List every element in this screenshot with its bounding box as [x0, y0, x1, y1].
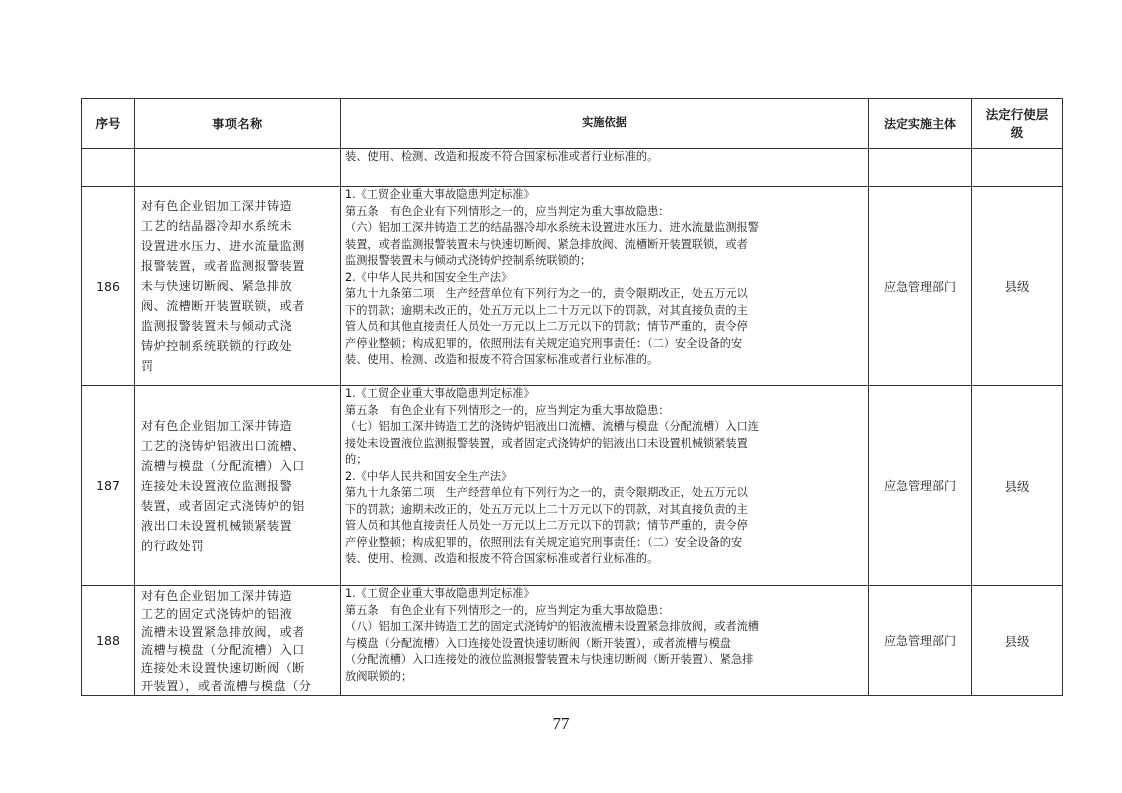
- basis-line: 第五条 有色企业有下列情形之一的，应当判定为重大事故隐患：: [345, 603, 670, 617]
- name-line: 铸炉控制系统联锁的行政处: [141, 339, 293, 353]
- basis-line: 管人员和其他直接责任人员处一万元以上二万元以下的罚款；情节严重的，责令停: [345, 320, 748, 333]
- cell-basis: [341, 586, 869, 696]
- name-line: 监测报警装置未与倾动式浇: [141, 319, 293, 333]
- cell-subject-empty: [869, 149, 972, 187]
- name-line: 流槽与模盘（分配流槽）入口: [141, 458, 305, 473]
- table-row-continuation: [82, 149, 1063, 187]
- basis-line: （分配流槽）入口连接处的液位监测报警装置未与快速切断阀（断开装置）、紧急排: [345, 653, 754, 666]
- header-level: [972, 99, 1063, 149]
- basis-line: 2.《中华人民共和国安全生产法》: [345, 469, 513, 483]
- basis-line: 装、使用、检测、改造和报废不符合国家标准或者行业标准的。: [345, 353, 659, 366]
- cell-level: 县级: [972, 586, 1063, 696]
- name-line: 装置，或者固定式浇铸炉的铝: [141, 498, 305, 513]
- name-line: 的行政处罚: [141, 538, 205, 553]
- table-header-row: [82, 99, 1063, 149]
- basis-line: 装、使用、检测、改造和报废不符合国家标准或者行业标准的。: [345, 150, 659, 163]
- header-level-line1: 法定行使层: [985, 106, 1049, 122]
- basis-line: 放阀联锁的；: [345, 669, 413, 683]
- basis-line: 2.《中华人民共和国安全生产法》: [345, 270, 513, 284]
- header-basis: 实施依据: [341, 99, 869, 149]
- cell-name-empty: [135, 149, 341, 187]
- basis-line: 接处未设置液位监测报警装置，或者固定式浇铸炉的铝液出口未设置机械锁紧装置: [345, 436, 748, 450]
- cell-item-name: [135, 586, 341, 696]
- name-line: 流槽未设置紧急排放阀，或者: [141, 624, 305, 639]
- name-line: 报警装置，或者监测报警装置: [141, 259, 305, 273]
- name-line: 工艺的浇铸炉铝液出口流槽、: [141, 438, 305, 453]
- name-line: 连接处未设置快速切断阀（断: [141, 660, 305, 675]
- name-line: 开装置），或者流槽与模盘（分: [141, 678, 312, 693]
- basis-line: 第九十九条第二项 生产经营单位有下列行为之一的，责令限期改正，处五万元以: [345, 287, 748, 300]
- basis-line: 产停业整顿；构成犯罪的，依照刑法有关规定追究刑事责任：（二）安全设备的安: [345, 336, 743, 350]
- basis-line: 第五条 有色企业有下列情形之一的，应当判定为重大事故隐患：: [345, 204, 670, 218]
- basis-line: 1.《工贸企业重大事故隐患判定标准》: [345, 387, 535, 400]
- name-line: 对有色企业铝加工深井铸造: [141, 199, 293, 213]
- header-item-name: 事项名称: [135, 99, 341, 149]
- basis-line: 下的罚款；逾期未改正的，处五万元以上二十万元以下的罚款，对其直接负责的主: [345, 303, 748, 317]
- basis-line: 1.《工贸企业重大事故隐患判定标准》: [345, 587, 535, 600]
- table-row: [82, 187, 1063, 386]
- cell-level: 县级: [972, 386, 1063, 586]
- basis-line: 与模盘（分配流槽）入口连接处设置快速切断阀（断开装置），或者流槽与模盘: [345, 636, 731, 650]
- cell-seq: 188: [82, 586, 135, 696]
- name-line: 流槽与模盘（分配流槽）入口: [141, 642, 305, 657]
- name-line: 工艺的结晶器冷却水系统未: [141, 219, 293, 233]
- basis-line: （六）铝加工深井铸造工艺的结晶器冷却水系统未设置进水压力、进水流量监测报警: [345, 221, 759, 234]
- name-line: 未与快速切断阀、紧急排放: [141, 279, 293, 293]
- table-row: [82, 386, 1063, 586]
- cell-seq: 186: [82, 187, 135, 386]
- cell-basis: [341, 187, 869, 386]
- cell-subject: 应急管理部门: [869, 386, 972, 586]
- cell-item-name: [135, 386, 341, 586]
- cell-level-empty: [972, 149, 1063, 187]
- name-line: 对有色企业铝加工深井铸造: [141, 418, 293, 433]
- cell-item-name: [135, 187, 341, 386]
- cell-subject: 应急管理部门: [869, 586, 972, 696]
- basis-line: （八）铝加工深井铸造工艺的固定式浇铸炉的铝液流槽未设置紧急排放阀，或者流槽: [345, 620, 759, 633]
- table-row: [82, 586, 1063, 696]
- name-line: 连接处未设置液位监测报警: [141, 478, 293, 493]
- basis-line: 产停业整顿；构成犯罪的，依照刑法有关规定追究刑事责任：（二）安全设备的安: [345, 535, 743, 549]
- basis-line: 第九十九条第二项 生产经营单位有下列行为之一的，责令限期改正，处五万元以: [345, 486, 748, 499]
- cell-subject: 应急管理部门: [869, 187, 972, 386]
- page-number: 77: [552, 714, 570, 733]
- name-line: 阀、流槽断开装置联锁，或者: [141, 299, 305, 313]
- basis-line: 下的罚款；逾期未改正的，处五万元以上二十万元以下的罚款，对其直接负责的主: [345, 502, 748, 516]
- cell-seq: 187: [82, 386, 135, 586]
- regulation-table: [81, 98, 1063, 696]
- basis-line: 的；: [345, 453, 368, 466]
- basis-line: 管人员和其他直接责任人员处一万元以上二万元以下的罚款；情节严重的，责令停: [345, 519, 748, 532]
- cell-basis: [341, 386, 869, 586]
- name-line: 设置进水压力、进水流量监测: [141, 239, 305, 253]
- header-seq: 序号: [82, 99, 135, 149]
- header-subject: 法定实施主体: [869, 99, 972, 149]
- cell-level: 县级: [972, 187, 1063, 386]
- basis-line: 1.《工贸企业重大事故隐患判定标准》: [345, 188, 535, 201]
- basis-line: 装、使用、检测、改造和报废不符合国家标准或者行业标准的。: [345, 552, 659, 565]
- name-line: 工艺的固定式浇铸炉的铝液: [141, 606, 293, 621]
- basis-line: （七）铝加工深井铸造工艺的浇铸炉铝液出口流槽、流槽与模盘（分配流槽）入口连: [345, 420, 759, 433]
- name-line: 液出口未设置机械锁紧装置: [141, 518, 293, 533]
- cell-basis: [341, 149, 869, 187]
- basis-line: 装置，或者监测报警装置未与快速切断阀、紧急排放阀、流槽断开装置联锁，或者: [345, 237, 748, 251]
- basis-line: 监测报警装置未与倾动式浇铸炉控制系统联锁的；: [345, 254, 592, 267]
- cell-seq-empty: [82, 149, 135, 187]
- name-line: 对有色企业铝加工深井铸造: [141, 588, 293, 603]
- header-level-line2: 级: [1010, 124, 1024, 140]
- name-line: 罚: [141, 359, 154, 373]
- basis-line: 第五条 有色企业有下列情形之一的，应当判定为重大事故隐患：: [345, 403, 670, 417]
